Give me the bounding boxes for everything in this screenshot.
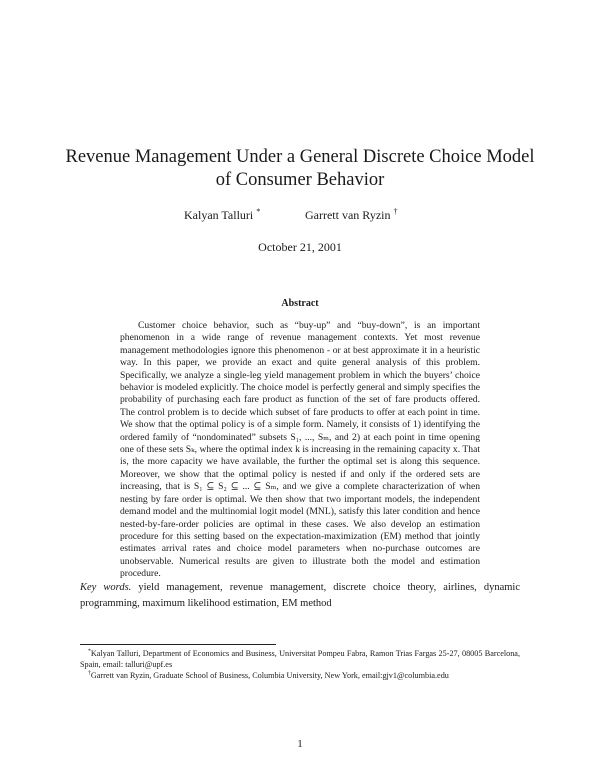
keywords xyxy=(80,580,520,612)
footnote-1-text: Kalyan Talluri, Department of Economics and Business, Universitat Pompeu Fabra, Ramon Trias Fargas 25-27, 08005 Barcelona, Spain, email: talluri@upf.es xyxy=(80,649,520,670)
footnote-1-mark: * xyxy=(88,648,91,655)
footnote-rule xyxy=(80,644,276,645)
author-2-name: Garrett van Ryzin xyxy=(305,208,391,222)
title-line-1: Revenue Management Under a General Discrete Choice Model xyxy=(65,147,535,167)
author-1-name: Kalyan Talluri xyxy=(184,208,254,222)
paper-title xyxy=(60,146,540,192)
abstract-heading: Abstract xyxy=(281,298,319,309)
abstract-text: Customer choice behavior, such as “buy-up” and “buy-down”, is an important phenomenon in a wide range of revenue management contexts. Yet most revenue management methodologies ignore this phenomenon - or at best approximate it in a heuristic way. In this paper, we provide an exact and quite general analysis of this problem. Specifically, we analyze a single-leg yield management problem in which the buyers’ choice behavior is modeled explicitly. The choice model is perfectly general and simply specifies the probability of purchasing each fare product as function of the set of fare products offered. The control problem is to decide which subset of fare products to offer at each point in time. We show that the optimal policy is of a simple form. Namely, it consists of 1) identifying the ordered family of “nondominated” subsets S₁, ..., Sₘ, and 2) at each point in time opening one of these sets Sₖ, where the optimal index k is increasing in the remaining capacity x. That is, the more capacity we have available, the further the optimal set is along this sequence. Moreover, we show that the optimal policy is nested if and only if the ordered sets are increasing, that is S₁ ⊆ S₂ ⊆ ... ⊆ Sₘ, and we give a complete characterization of when nesting by fare order is optimal. We then show that two important models, the independent demand model and the multinomial logit model (MNL), satisfy this later condition and hence nested-by-fare-order policies are optimal in these cases. We also develop an estimation procedure for this setting based on the expectation-maximization (EM) method that jointly estimates arrival rates and choice model parameters when no-purchase outcomes are unobservable. Numerical results are given to illustrate both the model and estimation procedure. xyxy=(120,320,480,580)
keywords-text: yield management, revenue management, discrete choice theory, airlines, dynamic programming, maximum likelihood estimation, EM method xyxy=(80,582,521,609)
paper-date: October 21, 2001 xyxy=(258,240,342,254)
abstract-body xyxy=(120,320,480,581)
footnote-2-mark: † xyxy=(88,670,91,677)
page-number: 1 xyxy=(297,738,303,750)
footnote-2 xyxy=(80,670,520,681)
author-1 xyxy=(184,208,260,223)
footnote-1 xyxy=(80,648,520,670)
title-line-2: of Consumer Behavior xyxy=(215,170,385,190)
author-2 xyxy=(305,208,398,223)
footnote-2-text: Garrett van Ryzin, Graduate School of Business, Columbia University, New York, email:gjv1@columbia.edu xyxy=(90,671,449,681)
keywords-label: Key words. xyxy=(80,582,132,593)
author-1-mark: * xyxy=(256,207,261,216)
author-2-mark: † xyxy=(393,207,398,216)
footnotes xyxy=(80,648,520,682)
